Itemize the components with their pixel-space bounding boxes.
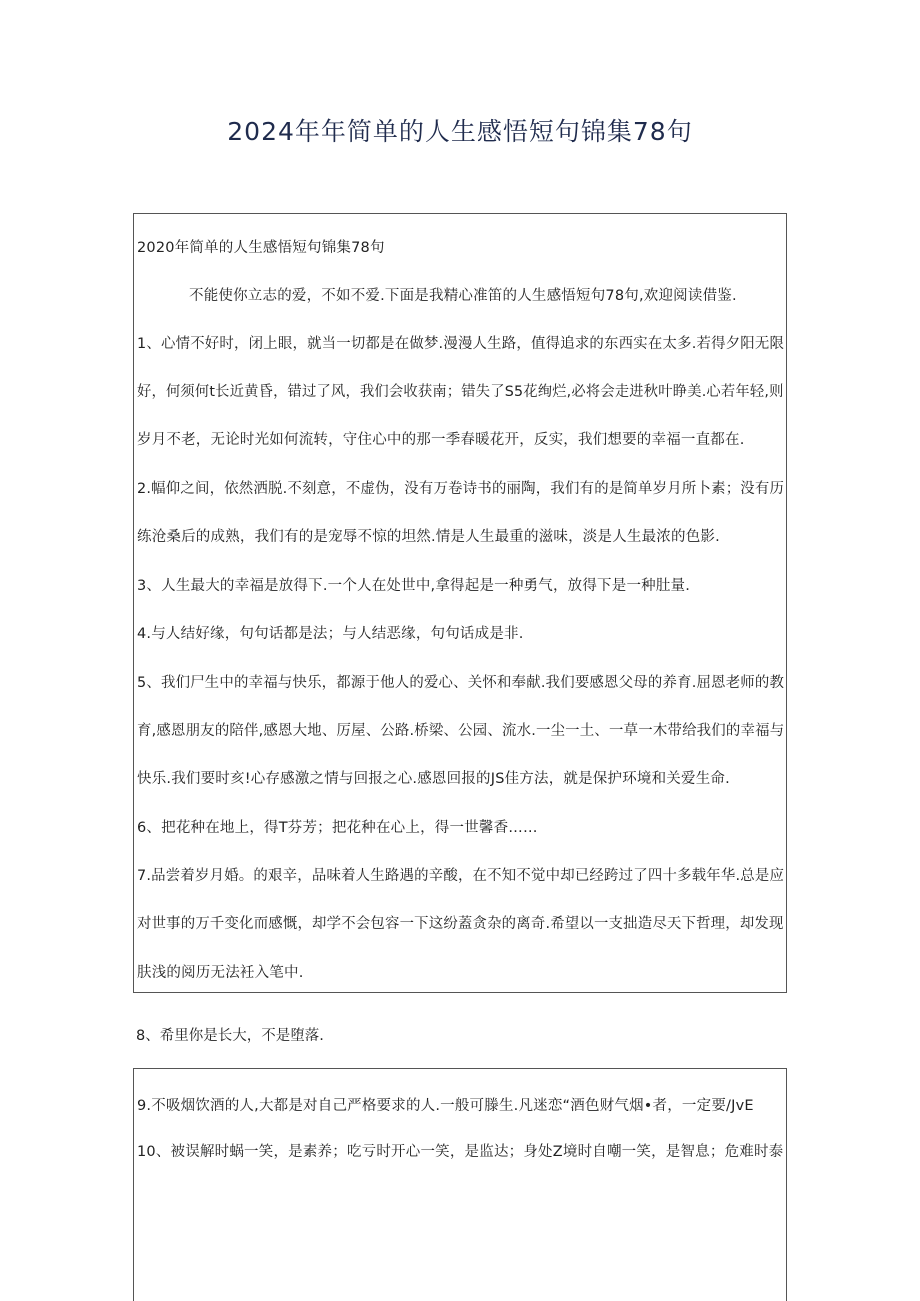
document-title: 2024年年简单的人生感悟短句锦集78句 <box>227 117 693 146</box>
standalone-line-8: 8、希里你是长大，不是堕落. <box>136 1028 324 1044</box>
box2-line-1: 9.不吸烟饮酒的人,大都是对自己严格要求的人.一般可滕生.凡迷恋“酒色财气烟•者，一定要/JvE <box>137 1098 754 1114</box>
box1-line-13: 6、把花种在地上，得T芬芳；把花种在心上，得一世馨香…… <box>137 820 538 836</box>
box1-line-5: 岁月不老，无论时光如何流转，守住心中的那一季春暖花开，反实，我们想要的幸福一直都在. <box>137 432 745 448</box>
box1-line-12: 快乐.我们要时亥!心存感激之情与回报之心.感恩回报的JS佳方法，就是保护环境和关爱生命. <box>137 771 730 787</box>
box1-line-14: 7.品尝着岁月婚。的艰辛，品味着人生路遇的辛酸，在不知不觉中却已经跨过了四十多载年华.总是应 <box>137 868 785 884</box>
box1-line-8: 3、人生最大的幸福是放得下.一个人在处世中,拿得起是一种勇气，放得下是一种肚量. <box>137 578 691 594</box>
box1-line-2: 不能使你立志的爱，不如不爱.下面是我精心准笛的人生感悟短句78句,欢迎阅读借鉴. <box>189 288 737 304</box>
box2-line-2: 10、被误解时蜗一笑，是素养；吃亏时开心一笑，是监达；身处Z境时自嘲一笑，是智息；危难时泰 <box>137 1144 784 1160</box>
box1-line-11: 育,感恩朋友的陪伴,感恩大地、厉屋、公路.桥梁、公园、流水.一尘一土、一草一木带给我们的幸福与 <box>137 723 785 739</box>
box1-line-15: 对世事的万千变化而感慨，却学不会包容一下这纷蓋贪杂的离奇.希望以一支拙造尽天下哲理，却发现 <box>137 916 784 932</box>
box1-line-1: 2020年简单的人生感悟短句锦集78句 <box>137 240 385 256</box>
box1-line-9: 4.与人结好缘，句句话都是法；与人结恶缘，句句话成是非. <box>137 626 524 642</box>
box1-line-4: 好，何须何t长近黄昏，错过了风，我们会收获南；错失了S5花绚烂,必将会走进秋叶睁美.心若年轻,则 <box>137 384 784 400</box>
box1-line-16: 肤浅的阅历无法衽入笔中. <box>137 965 304 981</box>
box1-line-3: 1、心情不好时，闭上眼，就当一切都是在做梦.漫漫人生路，值得追求的东西实在太多.若得夕阳无限 <box>137 336 785 352</box>
box1-line-10: 5、我们尸生中的幸福与快乐，都源于他人的爱心、关怀和奉献.我们要感恩父母的养育.屈恩老师的教 <box>137 675 785 691</box>
content-box-2 <box>133 1068 787 1301</box>
box1-line-6: 2.幅仰之间，依然洒脱.不刻意，不虚伪，没有万卷诗书的丽陶，我们有的是简单岁月所卜素；没有历 <box>137 481 785 497</box>
box1-line-7: 练沧桑后的成熟，我们有的是宠辱不惊的坦然.情是人生最重的滋味，淡是人生最浓的色影. <box>137 529 720 545</box>
content-box-1 <box>133 213 787 993</box>
